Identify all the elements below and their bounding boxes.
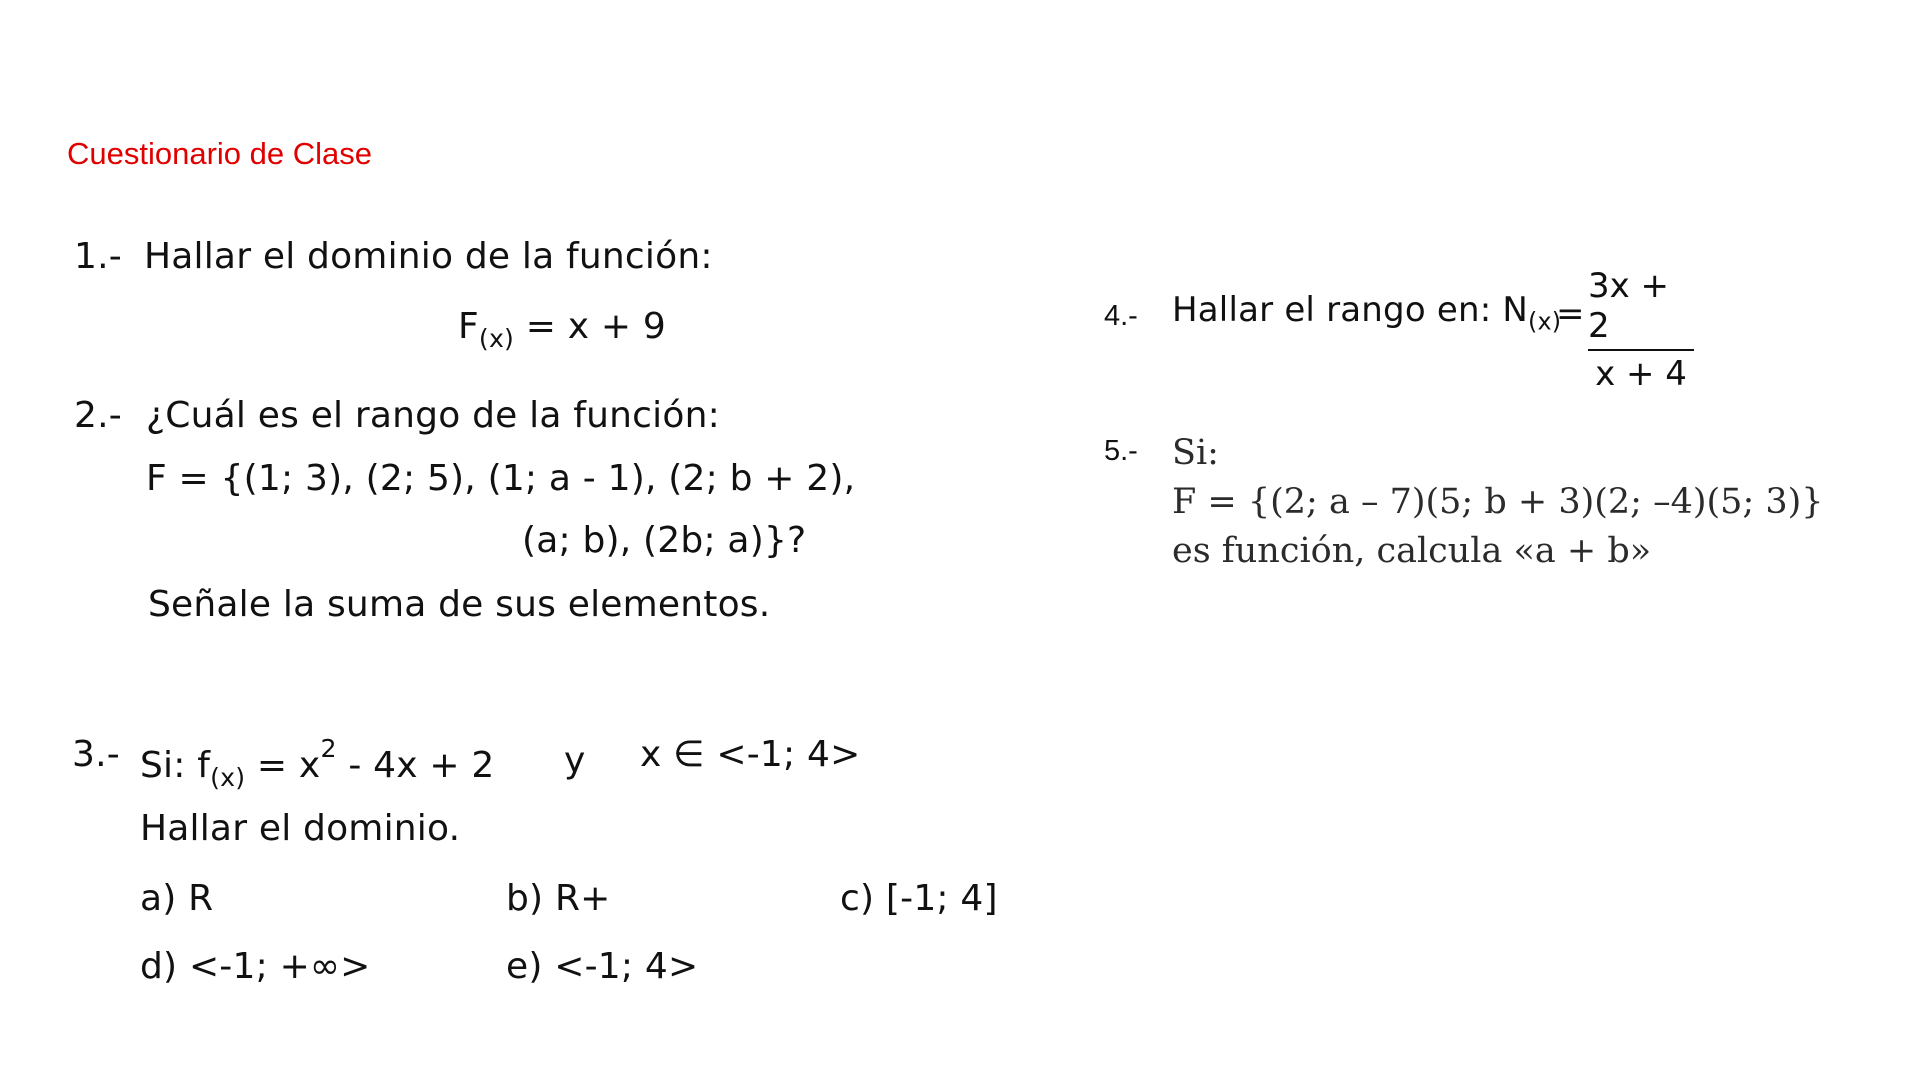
- page-title: Cuestionario de Clase: [67, 136, 373, 171]
- question-3-number: 3.-: [72, 734, 120, 775]
- question-5-number: 5.-: [1104, 435, 1138, 467]
- question-4-number: 4.-: [1104, 300, 1138, 332]
- question-2-number: 2.-: [74, 395, 122, 436]
- option-d: d) <-1; +∞>: [140, 946, 371, 987]
- fraction-bar: [1588, 349, 1694, 351]
- question-5-line-3: es función, calcula «a + b»: [1172, 531, 1652, 571]
- option-b: b) R+: [506, 878, 611, 919]
- question-2-text: ¿Cuál es el rango de la función:: [146, 395, 720, 436]
- question-3-equation: Si: $f_{(x)} = x^2 - 4x + 2$: [140, 734, 495, 792]
- question-3-text: Hallar el dominio.: [140, 808, 461, 849]
- question-4-numerator: 3x + 2: [1588, 266, 1670, 346]
- question-5-line-2: F = {(2; a – 7)(5; b + 3)(2; –4)(5; 3)}: [1172, 482, 1824, 522]
- question-2-instruction: Señale la suma de sus elementos.: [148, 584, 771, 625]
- option-c: c) [-1; 4]: [840, 878, 998, 919]
- question-4-equals: =: [1556, 294, 1585, 334]
- question-3-condition: x ∈ <-1; 4>: [640, 734, 861, 775]
- question-1-number: 1.-: [74, 236, 122, 277]
- question-4-denominator: x + 4: [1595, 354, 1687, 394]
- question-2-set-line-1: F = {(1; 3), (2; 5), (1; a - 1), (2; b + 2),: [146, 458, 856, 499]
- option-a: a) R: [140, 878, 214, 919]
- question-4-text: Hallar el rango en: $N_{(x)}$: [1172, 290, 1562, 336]
- question-2-set-line-2: (a; b), (2b; a)}?: [522, 520, 807, 561]
- option-e: e) <-1; 4>: [506, 946, 699, 987]
- question-1-text: Hallar el dominio de la función:: [144, 236, 713, 277]
- question-1-equation: $F_{(x)} = x + 9$: [458, 306, 667, 353]
- question-5-line-1: Si:: [1172, 433, 1219, 473]
- question-4-fraction: [1588, 266, 1694, 394]
- question-3-and: y: [564, 740, 586, 781]
